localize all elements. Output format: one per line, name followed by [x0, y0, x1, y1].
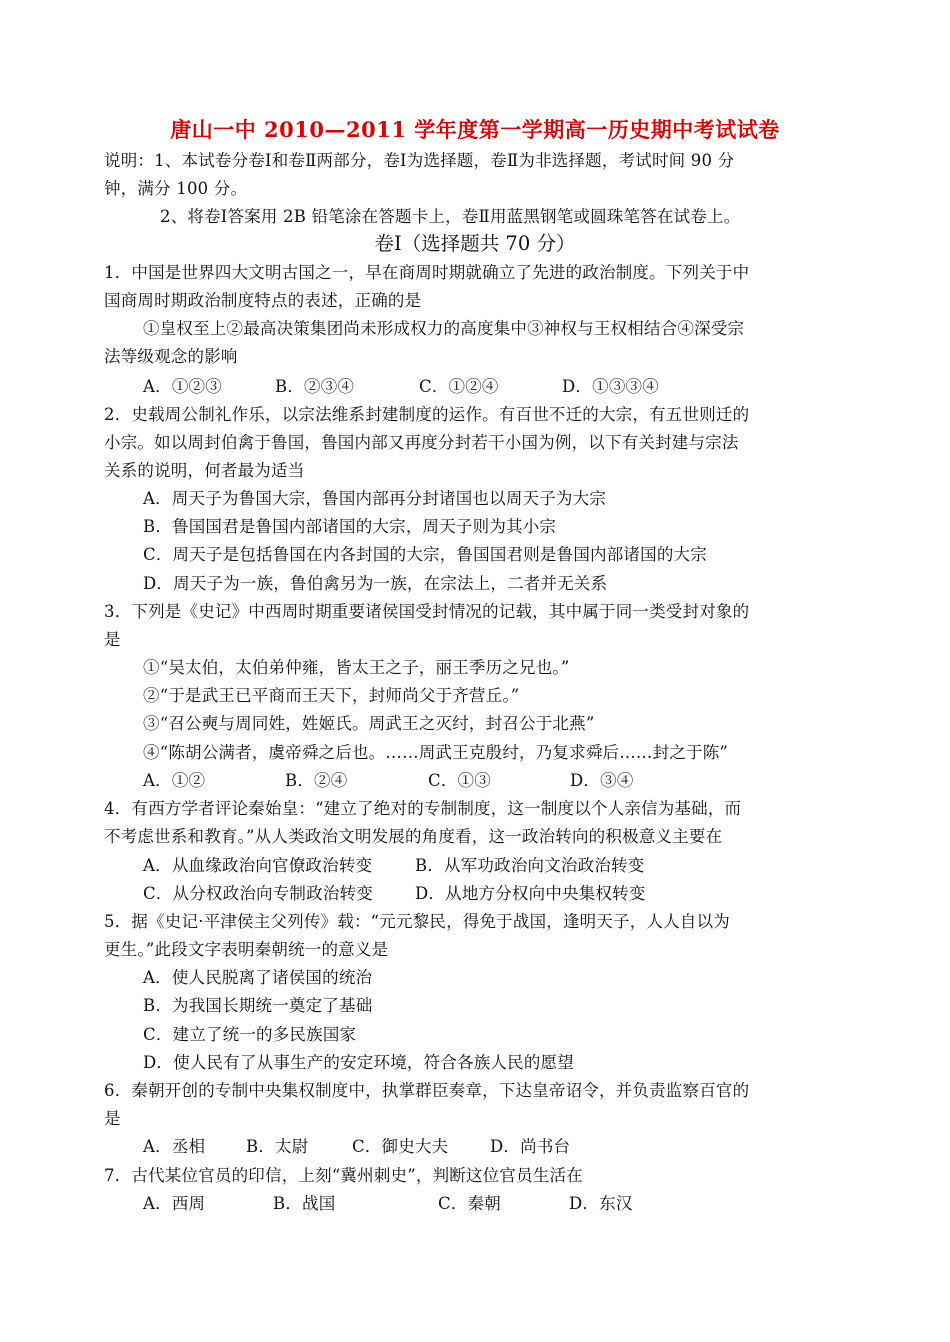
q1-stem-line-2: 国商周时期政治制度特点的表述，正确的是 — [104, 291, 422, 310]
q1-option-d: D．①③③④ — [562, 377, 659, 396]
q4-option-d: D．从地方分权向中央集权转变 — [415, 884, 646, 903]
q7-stem-line-1: 7．古代某位官员的印信，上刻“冀州刺史”，判断这位官员生活在 — [104, 1166, 583, 1185]
q3-option-c: C．①③ — [428, 771, 491, 790]
q2-stem-line-3: 关系的说明，何者最为适当 — [104, 461, 305, 480]
q7-option-b: B．战国 — [273, 1194, 336, 1213]
section-title: 卷Ⅰ（选择题共 70 分） — [374, 232, 576, 255]
q3-option-b: B．②④ — [285, 771, 348, 790]
q2-option-d: D．周天子为一族，鲁伯禽另为一族，在宗法上，二者并无关系 — [143, 574, 608, 593]
q5-option-c: C．建立了统一的多民族国家 — [143, 1025, 357, 1044]
q2-option-c: C．周天子是包括鲁国在内各封国的大宗，鲁国国君则是鲁国内部诸国的大宗 — [143, 545, 707, 564]
q6-option-c: C．御史大夫 — [352, 1137, 449, 1156]
q3-quote-4: ④“陈胡公满者，虞帝舜之后也。……周武王克殷纣，乃复求舜后……封之于陈” — [143, 743, 729, 762]
q3-stem-line-2: 是 — [104, 630, 121, 649]
q3-quote-1: ①“吴太伯，太伯弟仲雍，皆太王之子，丽王季历之兄也。” — [143, 658, 570, 677]
q1-sub-line-2: 法等级观念的影响 — [104, 347, 238, 366]
q4-stem-line-1: 4．有西方学者评论秦始皇：“建立了绝对的专制制度，这一制度以个人亲信为基础，而 — [104, 799, 742, 818]
q1-option-b: B．②③④ — [275, 377, 355, 396]
q4-option-b: B．从军功政治向文治政治转变 — [415, 856, 645, 875]
q6-stem-line-1: 6．秦朝开创的专制中央集权制度中，执掌群臣奏章，下达皇帝诏令，并负责监察百官的 — [104, 1081, 750, 1100]
q4-options-row-1 — [143, 855, 644, 877]
q5-stem-line-2: 更生。”此段文字表明秦朝统一的意义是 — [104, 940, 389, 959]
q6-stem-line-2: 是 — [104, 1109, 121, 1128]
q3-option-a: A．①② — [143, 771, 206, 790]
q4-stem-line-2: 不考虑世系和教育。”从人类政治文明发展的角度看，这一政治转向的积极意义主要在 — [104, 827, 723, 846]
q6-options — [143, 1136, 570, 1158]
q6-option-b: B．太尉 — [246, 1137, 309, 1156]
q3-stem-line-1: 3．下列是《史记》中西周时期重要诸侯国受封情况的记载，其中属于同一类受封对象的 — [104, 602, 750, 621]
q6-option-a: A．丞相 — [143, 1137, 206, 1156]
q1-stem-line-1: 1．中国是世界四大文明古国之一，早在商周时期就确立了先进的政治制度。下列关于中 — [104, 263, 750, 282]
q7-option-d: D．东汉 — [569, 1194, 633, 1213]
q1-sub-line-1: ①皇权至上②最高决策集团尚未形成权力的高度集中③神权与王权相结合④深受宗 — [143, 319, 745, 338]
q5-stem-line-1: 5．据《史记·平津侯主父列传》载：“元元黎民，得免于战国，逢明天子，人人自以为 — [104, 912, 730, 931]
q4-options-row-2 — [143, 883, 646, 905]
q2-option-b: B．鲁国国君是鲁国内部诸国的大宗，周天子则为其小宗 — [143, 517, 557, 536]
q4-option-a: A．从血缘政治向官僚政治转变 — [143, 856, 373, 875]
instructions-line-2: 钟，满分 100 分。 — [104, 179, 248, 198]
q3-options — [143, 770, 634, 792]
instructions-line-1: 说明：1、本试卷分卷Ⅰ和卷Ⅱ两部分，卷Ⅰ为选择题，卷Ⅱ为非选择题，考试时间 90 分 — [104, 151, 735, 170]
q2-option-a: A．周天子为鲁国大宗，鲁国内部再分封诸国也以周天子为大宗 — [143, 489, 607, 508]
q3-quote-3: ③“召公奭与周同姓，姓姬氏。周武王之灭纣，封召公于北燕” — [143, 714, 595, 733]
q1-options — [143, 376, 659, 398]
exam-title: 唐山一中 2010—2011 学年度第一学期高一历史期中考试试卷 — [170, 117, 780, 142]
q5-option-b: B．为我国长期统一奠定了基础 — [143, 996, 373, 1015]
q1-option-c: C．①②④ — [419, 377, 499, 396]
q5-option-d: D．使人民有了从事生产的安定环境，符合各族人民的愿望 — [143, 1053, 574, 1072]
q3-quote-2: ②“于是武王已平商而王天下，封师尚父于齐营丘。” — [143, 686, 520, 705]
q7-option-a: A．西周 — [143, 1194, 206, 1213]
q1-option-a: A．①②③ — [143, 377, 222, 396]
q4-option-c: C．从分权政治向专制政治转变 — [143, 884, 373, 903]
q3-option-d: D．③④ — [570, 771, 634, 790]
q5-option-a: A．使人民脱离了诸侯国的统治 — [143, 968, 373, 987]
instructions-line-3: 2、将卷Ⅰ答案用 2B 铅笔涂在答题卡上，卷Ⅱ用蓝黑钢笔或圆珠笔答在试卷上。 — [160, 207, 741, 226]
q6-option-d: D．尚书台 — [490, 1137, 571, 1156]
q2-stem-line-1: 2．史载周公制礼作乐，以宗法维系封建制度的运作。有百世不迁的大宗，有五世则迁的 — [104, 405, 750, 424]
q7-options — [143, 1193, 633, 1215]
q7-option-c: C．秦朝 — [438, 1194, 501, 1213]
q2-stem-line-2: 小宗。如以周封伯禽于鲁国，鲁国内部又再度分封若干小国为例，以下有关封建与宗法 — [104, 433, 739, 452]
